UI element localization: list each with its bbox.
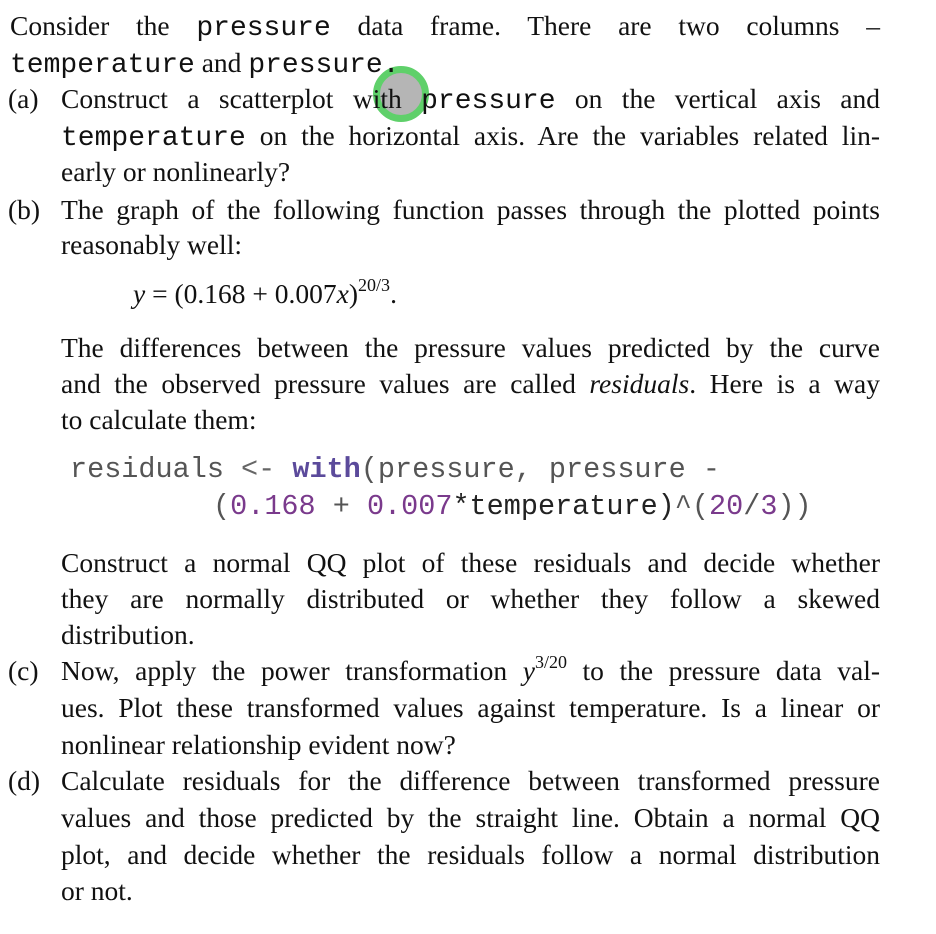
text: . Here is a way [689, 368, 880, 399]
code-number: 0.007 [366, 490, 453, 523]
code-token: (pressure, pressure - [360, 453, 720, 486]
code-token: ( [691, 490, 710, 523]
item-b-para-2 [61, 366, 880, 402]
item-a-line-2 [61, 118, 880, 154]
code-line-1 [70, 452, 720, 488]
eq-var: x [336, 278, 349, 309]
code-operator: / [743, 490, 761, 523]
item-label-c: (c) [8, 655, 39, 686]
item-label-d: (d) [8, 765, 41, 796]
item-c-line-3: nonlinear relationship evident now? [61, 729, 456, 760]
item-d-line-1: Calculate residuals for the difference between transformed pressure [61, 765, 880, 796]
code-operator: <- [241, 453, 276, 486]
code-term: pressure [248, 50, 383, 81]
item-b-q-3: distribution. [61, 619, 195, 650]
item-a-line-1 [61, 81, 880, 117]
code-keyword: with [292, 453, 361, 486]
item-b-para-3: to calculate them: [61, 404, 257, 435]
code-term: pressure [196, 13, 331, 44]
equation [133, 276, 397, 312]
eq-text: ) [348, 278, 359, 309]
code-token: residuals [70, 453, 242, 486]
intro-line-2 [10, 45, 880, 81]
text: Now, apply the power transformation [61, 655, 523, 686]
item-d-line-4: or not. [61, 875, 133, 906]
code-number: 20 [709, 490, 744, 523]
text: Construct a scatterplot with [61, 83, 422, 114]
math-exponent: 3/20 [534, 652, 567, 672]
code-token: ( [213, 490, 231, 523]
code-term: temperature [61, 123, 246, 154]
code-term: temperature [10, 50, 195, 81]
item-label-b: (b) [8, 194, 41, 225]
item-b-q-1: Construct a normal QQ plot of these residuals and decide whether [61, 547, 880, 578]
code-operator: ^ [674, 490, 692, 523]
item-b-line-2: reasonably well: [61, 229, 242, 260]
intro-line-1 [10, 8, 880, 44]
eq-text: = (0.168 + 0.007 [145, 278, 337, 309]
text: and the observed pressure values are called [61, 368, 590, 399]
code-number: 3 [760, 490, 778, 523]
math-var: y [522, 655, 535, 686]
item-d-line-3: plot, and decide whether the residuals follow a normal distribution [61, 839, 880, 870]
code-token: )) [777, 490, 812, 523]
text: to the pressure data val- [566, 655, 880, 686]
code-term: pressure [421, 86, 556, 117]
code-token: + [315, 490, 367, 523]
text: . [382, 50, 400, 81]
code-token [275, 453, 292, 486]
eq-text: . [390, 278, 397, 309]
code-number: 0.168 [230, 490, 316, 523]
item-b-line-1: The graph of the following function passes through the plotted points [61, 194, 880, 225]
item-b-q-2: they are normally distributed or whether they follow a skewed [61, 583, 880, 614]
item-d-line-2: values and those predicted by the straight line. Obtain a normal QQ [61, 802, 880, 833]
code-token: *temperature) [452, 490, 675, 523]
item-c-line-2: ues. Plot these transformed values against temperature. Is a linear or [61, 692, 880, 723]
item-c-line-1 [61, 653, 880, 689]
item-b-para-1: The differences between the pressure values predicted by the curve [61, 332, 880, 363]
text: and [194, 47, 249, 78]
item-label-a: (a) [8, 83, 39, 114]
text: on the vertical axis and [555, 83, 880, 114]
text: on the horizontal axis. Are the variables related lin- [245, 120, 880, 151]
emphasis: residuals [589, 368, 690, 399]
item-a-line-3: early or nonlinearly? [61, 156, 291, 187]
text: data frame. There are two columns – [330, 10, 880, 41]
eq-exponent: 20/3 [358, 275, 391, 295]
eq-var: y [133, 278, 146, 309]
code-line-2 [213, 489, 812, 525]
text: Consider the [10, 10, 197, 41]
